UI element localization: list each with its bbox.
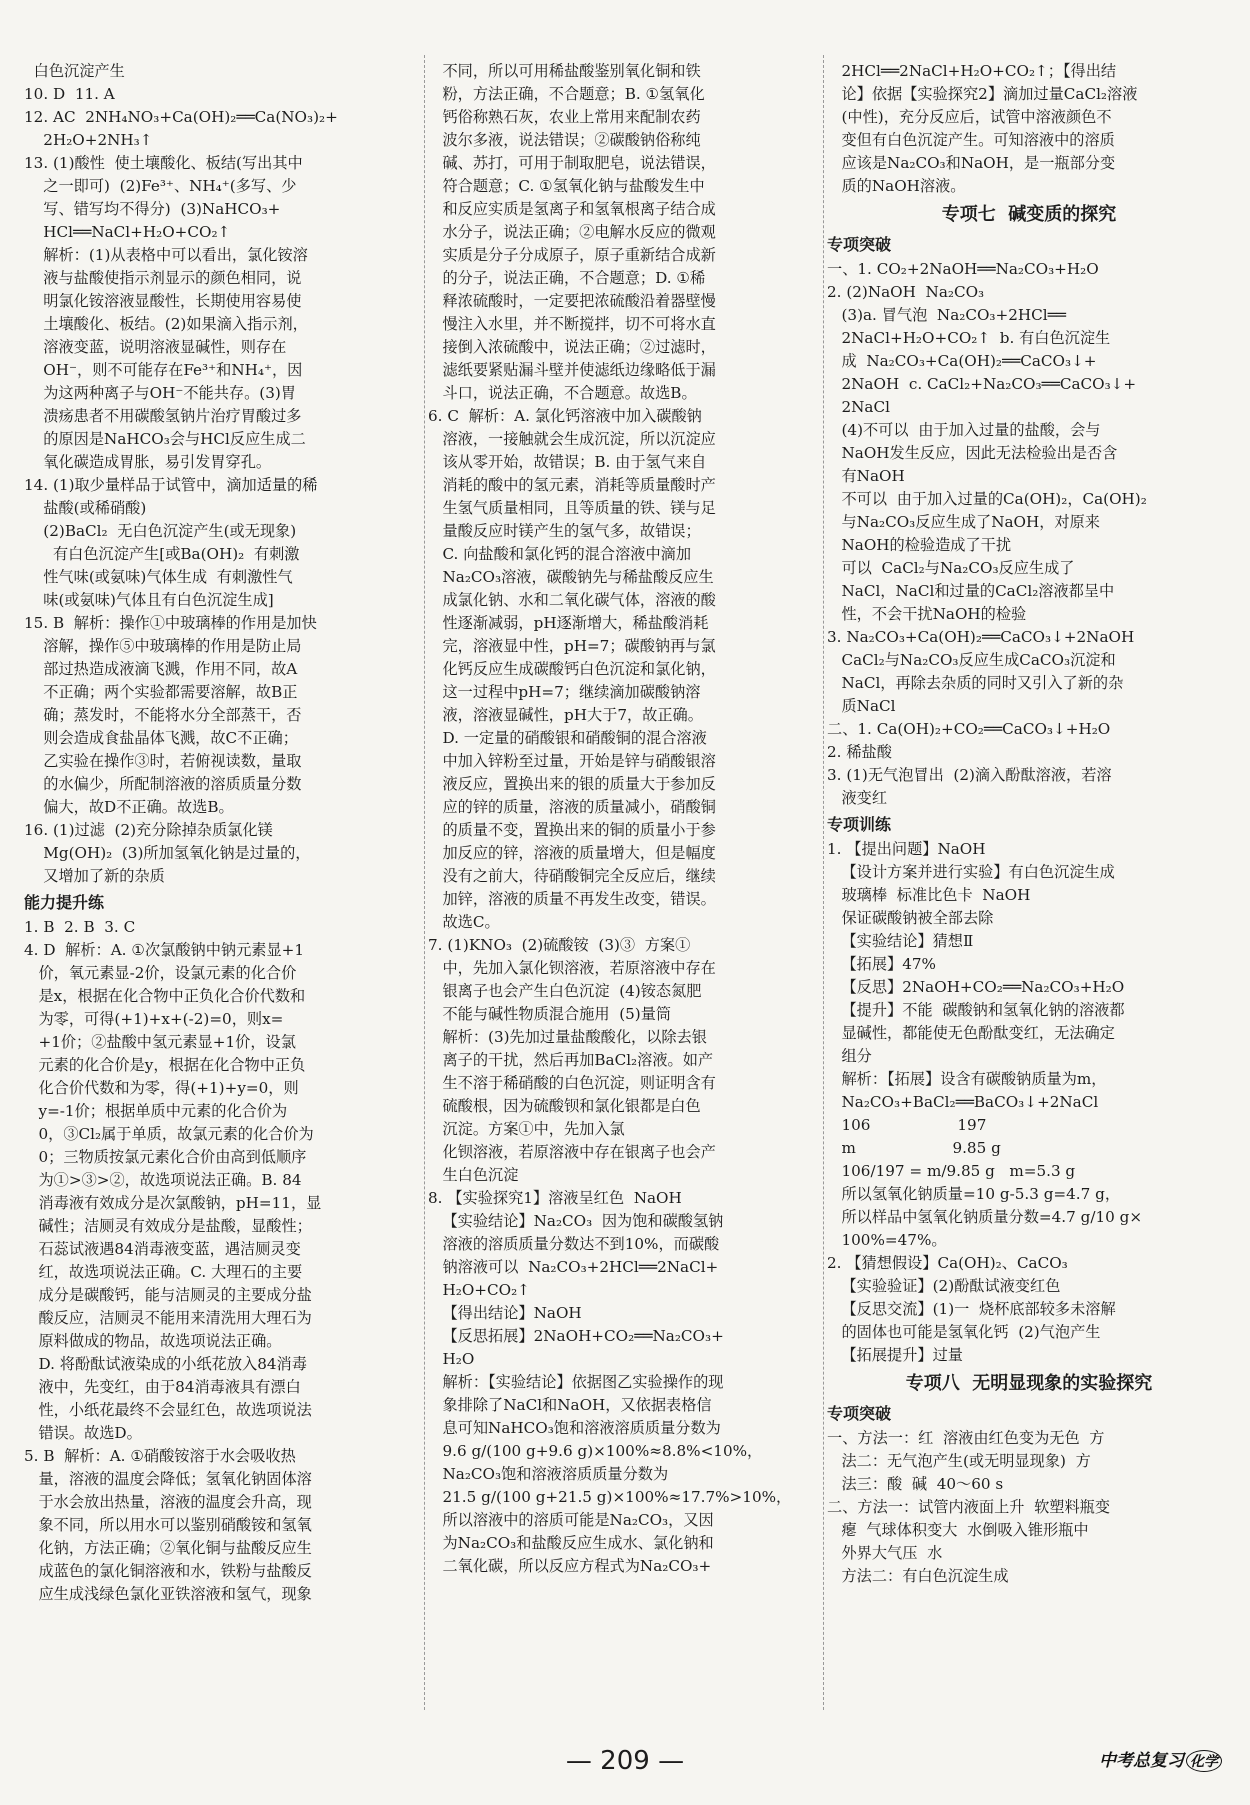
text-line: 性，小纸花最终不会显红色，故选项说法: [24, 1401, 312, 1419]
text-line: 一、1. CO₂+2NaOH══Na₂CO₃+H₂O: [827, 260, 1099, 278]
text-line: 量酸反应时镁产生的氢气多，故错误；: [428, 522, 701, 540]
text-line: 成蓝色的氯化铜溶液和水，铁粉与盐酸反: [24, 1562, 312, 1580]
text-line: 12. AC 2NH₄NO₃+Ca(OH)₂══Ca(NO₃)₂+: [24, 108, 338, 126]
text-line: 溶解，操作⑤中玻璃棒的作用是防止局: [24, 637, 302, 655]
text-line: 部过热造成液滴飞溅，作用不同，故A: [24, 660, 298, 678]
text-line: NaOH的检验造成了干扰: [827, 536, 1012, 554]
text-line: 2NaCl+H₂O+CO₂↑ b. 有白色沉淀生: [827, 329, 1111, 347]
text-line: m 9.85 g: [827, 1139, 1001, 1157]
text-line: 不同，所以可用稀盐酸鉴别氧化铜和铁: [428, 62, 701, 80]
text-line: 钙俗称熟石灰，农业上常用来配制农药: [428, 108, 701, 126]
text-line: 硫酸根，因为硫酸钡和氯化银都是白色: [428, 1097, 701, 1115]
text-line: 沉淀。方案①中，先加入氯: [428, 1120, 625, 1138]
text-line: 液变红: [827, 789, 888, 807]
text-line: 碱性；洁厕灵有效成分是盐酸，显酸性；: [24, 1217, 312, 1235]
text-line: (中性)，充分反应后，试管中溶液颜色不: [827, 108, 1112, 126]
text-line: 6. C 解析：A. 氯化钙溶液中加入碳酸钠: [428, 407, 702, 425]
text-line: 一、方法一：红 溶液由红色变为无色 方: [827, 1429, 1105, 1447]
text-line: 方法二：有白色沉淀生成: [827, 1567, 1009, 1585]
text-line: Na₂CO₃溶液，碳酸钠先与稀盐酸反应生: [428, 568, 714, 586]
text-line: (3)a. 冒气泡 Na₂CO₃+2HCl══: [827, 306, 1066, 324]
topic-title: 专项八 无明显现象的实验探究: [905, 1373, 1153, 1394]
text-line: 中加入锌粉至过量，开始是锌与硝酸银溶: [428, 752, 716, 770]
column-divider-2: [823, 55, 824, 1710]
text-line: H₂O+CO₂↑: [428, 1281, 530, 1299]
text-line: 溶液，一接触就会生成沉淀，所以沉淀应: [428, 430, 716, 448]
text-line: 成分是碳酸钙，能与洁厕灵的主要成分盐: [24, 1286, 312, 1304]
text-line: 斗口，说法正确，不合题意。故选B。: [428, 384, 697, 402]
text-line: 与Na₂CO₃反应生成了NaOH，对原来: [827, 513, 1100, 531]
text-line: 化钙反应生成碳酸钙白色沉淀和氯化钠，: [428, 660, 716, 678]
text-line: HCl══NaCl+H₂O+CO₂↑: [24, 223, 231, 241]
text-line: 钠溶液可以 Na₂CO₃+2HCl══2NaCl+: [428, 1258, 719, 1276]
answer-column-3: [827, 60, 1231, 1588]
text-line: 加锌，溶液的质量不再发生改变，错误。: [428, 890, 716, 908]
text-line: 粉，方法正确，不合题意；B. ①氢氧化: [428, 85, 705, 103]
text-line: 质的NaOH溶液。: [827, 177, 966, 195]
text-line: 氧化碳造成胃胀，易引发胃穿孔。: [24, 453, 272, 471]
text-line: 【拓展】47%: [827, 955, 936, 973]
text-line: 2. 【猜想假设】Ca(OH)₂、CaCO₃: [827, 1254, 1068, 1272]
text-line: Mg(OH)₂ (3)所加氢氧化钠是过量的，: [24, 844, 311, 862]
text-line: 3. Na₂CO₃+Ca(OH)₂══CaCO₃↓+2NaOH: [827, 628, 1135, 646]
text-line: 质NaCl: [827, 697, 896, 715]
text-line: 水分子，说法正确；②电解水反应的微观: [428, 223, 716, 241]
text-line: 可以 CaCl₂与Na₂CO₃反应生成了: [827, 559, 1075, 577]
text-line: 明氯化铵溶液显酸性，长期使用容易使: [24, 292, 302, 310]
text-line: 该从零开始，故错误；B. 由于氢气来自: [428, 453, 707, 471]
text-line: 外界大气压 水: [827, 1544, 943, 1562]
text-line: 之一即可) (2)Fe³⁺、NH₄⁺(多写、少: [24, 177, 297, 195]
text-line: 溶液变蓝，说明溶液显碱性，则存在: [24, 338, 287, 356]
text-line: 消耗的酸中的氢元素，消耗等质量酸时产: [428, 476, 716, 494]
section-heading: 专项训练: [827, 815, 892, 834]
text-line: 接倒入浓硫酸中，说法正确；②过滤时，: [428, 338, 716, 356]
text-line: 2NaOH c. CaCl₂+Na₂CO₃══CaCO₃↓+: [827, 375, 1137, 393]
text-line: 2HCl══2NaCl+H₂O+CO₂↑；【得出结: [827, 62, 1117, 80]
text-line: 二、方法一：试管内液面上升 软塑料瓶变: [827, 1498, 1111, 1516]
text-line: 8. 【实验探究1】溶液呈红色 NaOH: [428, 1189, 682, 1207]
text-line: 解析：(1)从表格中可以看出，氯化铵溶: [24, 246, 308, 264]
text-line: 化钡溶液，若原溶液中存在银离子也会产: [428, 1143, 716, 1161]
topic-title: 专项七 碱变质的探究: [941, 204, 1117, 225]
text-line: 错误。故选D。: [24, 1424, 142, 1442]
text-line: 0，③Cl₂属于单质，故氯元素的化合价为: [24, 1125, 314, 1143]
text-line: 应的锌的质量，溶液的质量减小，硝酸铜: [428, 798, 716, 816]
text-line: 15. B 解析：操作①中玻璃棒的作用是加快: [24, 614, 317, 632]
text-line: 的水偏少，所配制溶液的溶质质量分数: [24, 775, 302, 793]
text-line: CaCl₂与Na₂CO₃反应生成CaCO₃沉淀和: [827, 651, 1116, 669]
text-line: 乙实验在操作③时，若俯视读数，量取: [24, 752, 302, 770]
answer-column-1: [24, 60, 424, 1606]
text-line: 1. B 2. B 3. C: [24, 918, 136, 936]
text-line: 液，溶液显碱性，pH大于7，故正确。: [428, 706, 703, 724]
text-line: 写、错写均不得分) (3)NaHCO₃+: [24, 200, 281, 218]
text-line: 原料做成的物品，故选项说法正确。: [24, 1332, 282, 1350]
text-line: 为①>③>②，故选项说法正确。B. 84: [24, 1171, 302, 1189]
text-line: 象不同，所以用水可以鉴别硝酸铵和氢氧: [24, 1516, 312, 1534]
text-line: 二氧化碳，所以反应方程式为Na₂CO₃+: [428, 1557, 712, 1575]
text-line: 为零，可得(+1)+x+(-2)=0，则x=: [24, 1010, 284, 1028]
text-line: 21.5 g/(100 g+21.5 g)×100%≈17.7%>10%，: [428, 1488, 792, 1506]
text-line: 2. (2)NaOH Na₂CO₃: [827, 283, 985, 301]
text-line: 【得出结论】NaOH: [428, 1304, 582, 1322]
text-line: 性逐渐减弱，pH逐渐增大，稀盐酸消耗: [428, 614, 709, 632]
text-line: 滤纸要紧贴漏斗壁并使滤纸边缘略低于漏: [428, 361, 716, 379]
text-line: 化合价代数和为零，得(+1)+y=0，则: [24, 1079, 299, 1097]
text-line: 0；三物质按氯元素化合价由高到低顺序: [24, 1148, 307, 1166]
text-line: y=-1价；根据单质中元素的化合价为: [24, 1102, 288, 1120]
text-line: 应该是Na₂CO₃和NaOH，是一瓶部分变: [827, 154, 1116, 172]
section-heading: 专项突破: [827, 235, 892, 254]
text-line: 所以样品中氢氧化钠质量分数=4.7 g/10 g×: [827, 1208, 1143, 1226]
text-line: 9.6 g/(100 g+9.6 g)×100%≈8.8%<10%，: [428, 1442, 763, 1460]
text-line: 【实验结论】Na₂CO₃ 因为饱和碳酸氢钠: [428, 1212, 724, 1230]
text-line: D. 将酚酞试液染成的小纸花放入84消毒: [24, 1355, 307, 1373]
text-line: 酸反应，洁厕灵不能用来清洗用大理石为: [24, 1309, 312, 1327]
text-line: 解析：【实验结论】依据图乙实验操作的现: [428, 1373, 724, 1391]
text-line: 不能与碱性物质混合施用 (5)量筒: [428, 1005, 672, 1023]
text-line: 106/197 = m/9.85 g m=5.3 g: [827, 1162, 1076, 1180]
text-line: 没有之前大，待硝酸铜完全反应后，继续: [428, 867, 716, 885]
text-line: 应生成浅绿色氯化亚铁溶液和氢气，现象: [24, 1585, 312, 1603]
text-line: 于水会放出热量，溶液的温度会升高，现: [24, 1493, 312, 1511]
text-line: 5. B 解析：A. ①硝酸铵溶于水会吸收热: [24, 1447, 296, 1465]
text-line: Na₂CO₃+BaCl₂══BaCO₃↓+2NaCl: [827, 1093, 1099, 1111]
text-line: 论】依据【实验探究2】滴加过量CaCl₂溶液: [827, 85, 1138, 103]
text-line: 变但有白色沉淀产生。可知溶液中的溶质: [827, 131, 1115, 149]
text-line: 元素的化合价是y，根据在化合物中正负: [24, 1056, 306, 1074]
text-line: 生氢气质量相同，且等质量的铁、镁与足: [428, 499, 716, 517]
text-line: 红，故选项说法正确。C. 大理石的主要: [24, 1263, 303, 1281]
text-line: 7. (1)KNO₃ (2)硫酸铵 (3)③ 方案①: [428, 936, 691, 954]
text-line: 【反思交流】(1)一 烧杯底部较多未溶解: [827, 1300, 1116, 1318]
text-line: 石蕊试液遇84消毒液变蓝，遇洁厕灵变: [24, 1240, 301, 1258]
text-line: 法三：酸 碱 40～60 s: [827, 1475, 1004, 1493]
text-line: 【设计方案并进行实验】有白色沉淀生成: [827, 863, 1115, 881]
text-line: 成氯化钠、水和二氧化碳气体，溶液的酸: [428, 591, 716, 609]
text-line: 是x，根据在化合物中正负化合价代数和: [24, 987, 306, 1005]
text-line: 符合题意；C. ①氢氧化钠与盐酸发生中: [428, 177, 705, 195]
text-line: 10. D 11. A: [24, 85, 115, 103]
text-line: 成 Na₂CO₃+Ca(OH)₂══CaCO₃↓+: [827, 352, 1097, 370]
text-line: 味(或氨味)气体且有白色沉淀生成]: [24, 591, 274, 609]
text-line: 象排除了NaCl和NaOH，又依据表格信: [428, 1396, 712, 1414]
text-line: 4. D 解析：A. ①次氯酸钠中钠元素显+1: [24, 941, 305, 959]
text-line: 显碱性，都能使无色酚酞变红，无法确定: [827, 1024, 1115, 1042]
text-line: 价，氧元素显-2价，设氯元素的化合价: [24, 964, 297, 982]
text-line: 16. (1)过滤 (2)充分除掉杂质氯化镁: [24, 821, 273, 839]
text-line: 离子的干扰，然后再加BaCl₂溶液。如产: [428, 1051, 714, 1069]
text-line: 【实验验证】(2)酚酞试液变红色: [827, 1277, 1061, 1295]
text-line: 【拓展提升】过量: [827, 1346, 963, 1364]
text-line: 量，溶液的温度会降低；氢氧化钠固体溶: [24, 1470, 312, 1488]
text-line: 为这两种离子与OH⁻不能共存。(3)胃: [24, 384, 296, 402]
text-line: 13. (1)酸性 使土壤酸化、板结(写出其中: [24, 154, 303, 172]
text-line: 玻璃棒 标准比色卡 NaOH: [827, 886, 1031, 904]
text-line: 盐酸(或稀硝酸): [24, 499, 147, 517]
text-line: 波尔多液，说法错误；②碳酸钠俗称纯: [428, 131, 701, 149]
text-line: 故选C。: [428, 913, 500, 931]
text-line: NaCl，NaCl和过量的CaCl₂溶液都呈中: [827, 582, 1115, 600]
text-line: 所以氢氧化钠质量=10 g-5.3 g=4.7 g，: [827, 1185, 1121, 1203]
section-heading: 专项突破: [827, 1404, 892, 1423]
text-line: 慢注入水里，并不断搅拌，切不可将水直: [428, 315, 716, 333]
text-line: 2NaCl: [827, 398, 890, 416]
text-line: 和反应实质是氢离子和氢氧根离子结合成: [428, 200, 716, 218]
text-line: 碱、苏打，可用于制取肥皂，说法错误，: [428, 154, 716, 172]
text-line: 2H₂O+2NH₃↑: [24, 131, 153, 149]
text-line: 液中，先变红，由于84消毒液具有漂白: [24, 1378, 301, 1396]
text-line: 加反应的锌，溶液的质量增大，但是幅度: [428, 844, 716, 862]
text-line: 液反应，置换出来的银的质量大于参加反: [428, 775, 716, 793]
text-line: 不正确；两个实验都需要溶解，故B正: [24, 683, 298, 701]
text-line: 中，先加入氯化钡溶液，若原溶液中存在: [428, 959, 716, 977]
text-line: 性气味(或氨味)气体生成 有刺激性气: [24, 568, 293, 586]
text-line: (2)BaCl₂ 无白色沉淀产生(或无现象): [24, 522, 297, 540]
text-line: 3. (1)无气泡冒出 (2)滴入酚酞溶液，若溶: [827, 766, 1112, 784]
text-line: 性，不会干扰NaOH的检验: [827, 605, 1027, 623]
book-brand-logo: [1099, 1746, 1222, 1772]
text-line: 液与盐酸使指示剂显示的颜色相同，说: [24, 269, 302, 287]
text-line: 白色沉淀产生: [24, 62, 125, 80]
answer-column-2: [428, 60, 821, 1578]
text-line: 释浓硫酸时，一定要把浓硫酸沿着器壁慢: [428, 292, 716, 310]
section-heading: 能力提升练: [24, 893, 105, 912]
text-line: 法二：无气泡产生(或无明显现象) 方: [827, 1452, 1091, 1470]
text-line: 实质是分子分成原子，原子重新结合成新: [428, 246, 716, 264]
text-line: 溶液的溶质质量分数达不到10%，而碳酸: [428, 1235, 720, 1253]
text-line: 化钠，方法正确；②氧化铜与盐酸反应生: [24, 1539, 312, 1557]
text-line: NaCl，再除去杂质的同时又引入了新的杂: [827, 674, 1124, 692]
text-line: 的分子，说法正确，不合题意；D. ①稀: [428, 269, 706, 287]
text-line: 保证碳酸钠被全部去除: [827, 909, 994, 927]
text-line: 又增加了新的杂质: [24, 867, 165, 885]
text-line: 土壤酸化、板结。(2)如果滴入指示剂，: [24, 315, 308, 333]
text-line: 的固体也可能是氢氧化钙 (2)气泡产生: [827, 1323, 1101, 1341]
text-line: 解析：【拓展】设含有碳酸钠质量为m，: [827, 1070, 1107, 1088]
text-line: 二、1. Ca(OH)₂+CO₂══CaCO₃↓+H₂O: [827, 720, 1111, 738]
text-line: 确；蒸发时，不能将水分全部蒸干，否: [24, 706, 302, 724]
text-line: 的原因是NaHCO₃会与HCl反应生成二: [24, 430, 306, 448]
text-line: OH⁻，则不可能存在Fe³⁺和NH₄⁺，因: [24, 361, 303, 379]
text-line: 为Na₂CO₃和盐酸反应生成水、氯化钠和: [428, 1534, 714, 1552]
text-line: 银离子也会产生白色沉淀 (4)铵态氮肥: [428, 982, 702, 1000]
text-line: 生白色沉淀: [428, 1166, 519, 1184]
text-line: +1价；②盐酸中氢元素显+1价，设氯: [24, 1033, 296, 1051]
text-line: 14. (1)取少量样品于试管中，滴加适量的稀: [24, 476, 318, 494]
text-line: 有白色沉淀产生[或Ba(OH)₂ 有刺激: [24, 545, 300, 563]
text-line: 不可以 由于加入过量的Ca(OH)₂，Ca(OH)₂: [827, 490, 1147, 508]
text-line: D. 一定量的硝酸银和硝酸铜的混合溶液: [428, 729, 707, 747]
text-line: 组分: [827, 1047, 872, 1065]
brand-text: 中考总复习: [1099, 1751, 1184, 1771]
text-line: 【反思拓展】2NaOH+CO₂══Na₂CO₃+: [428, 1327, 724, 1345]
text-line: 106 197: [827, 1116, 987, 1134]
text-line: 偏大，故D不正确。故选B。: [24, 798, 234, 816]
text-line: 所以溶液中的溶质可能是Na₂CO₃，又因: [428, 1511, 714, 1529]
text-line: NaOH发生反应，因此无法检验出是否含: [827, 444, 1118, 462]
text-line: 100%=47%。: [827, 1231, 947, 1249]
text-line: 解析：(3)先加过量盐酸酸化，以除去银: [428, 1028, 707, 1046]
text-line: C. 向盐酸和氯化钙的混合溶液中滴加: [428, 545, 692, 563]
text-line: 的质量不变，置换出来的铜的质量小于参: [428, 821, 716, 839]
text-line: H₂O: [428, 1350, 475, 1368]
text-line: 则会造成食盐晶体飞溅，故C不正确；: [24, 729, 298, 747]
column-divider-1: [424, 55, 425, 1710]
text-line: (4)不可以 由于加入过量的盐酸，会与: [827, 421, 1101, 439]
text-line: 瘪 气球体积变大 水倒吸入锥形瓶中: [827, 1521, 1089, 1539]
subject-badge: 化学: [1186, 1750, 1222, 1772]
text-line: 【实验结论】猜想Ⅱ: [827, 932, 974, 950]
page-number: — 209 —: [565, 1746, 685, 1776]
text-line: 这一过程中pH=7；继续滴加碳酸钠溶: [428, 683, 701, 701]
text-line: 息可知NaHCO₃饱和溶液溶质质量分数为: [428, 1419, 721, 1437]
text-line: 【反思】2NaOH+CO₂══Na₂CO₃+H₂O: [827, 978, 1125, 996]
text-line: 消毒液有效成分是次氯酸钠，pH=11，显: [24, 1194, 322, 1212]
text-line: 完，溶液显中性，pH=7；碳酸钠再与氯: [428, 637, 716, 655]
text-line: 溃疡患者不用碳酸氢钠片治疗胃酸过多: [24, 407, 302, 425]
text-line: 生不溶于稀硝酸的白色沉淀，则证明含有: [428, 1074, 716, 1092]
text-line: 2. 稀盐酸: [827, 743, 892, 761]
text-line: Na₂CO₃饱和溶液溶质质量分数为: [428, 1465, 669, 1483]
text-line: 有NaOH: [827, 467, 905, 485]
text-line: 1. 【提出问题】NaOH: [827, 840, 986, 858]
text-line: 【提升】不能 碳酸钠和氢氧化钠的溶液都: [827, 1001, 1125, 1019]
